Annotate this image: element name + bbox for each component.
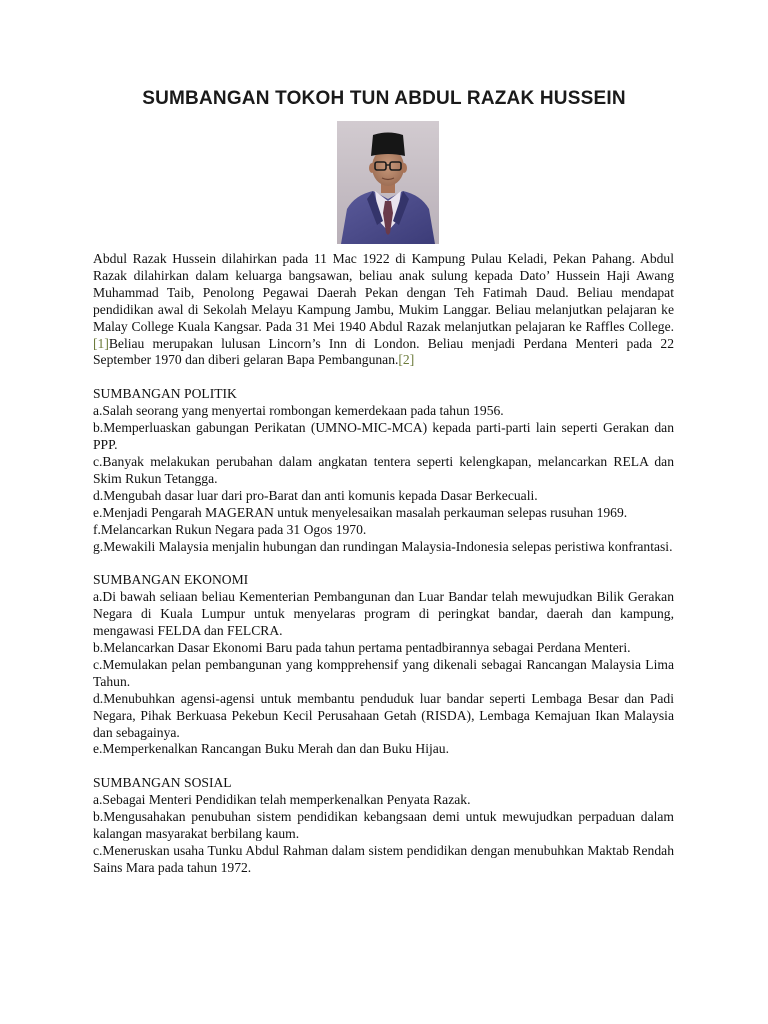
reference-link-1[interactable]: [1] (93, 335, 109, 351)
portrait-photo (337, 121, 439, 244)
list-item: e.Memperkenalkan Rancangan Buku Merah dan dan Buku Hijau. (93, 741, 449, 757)
list-item: c.Meneruskan usaha Tunku Abdul Rahman dalam sistem pendidikan dengan menubuhkan Maktab Rendah Sains Mara pada tahun 1972. (93, 843, 674, 875)
list-item: b.Memperluaskan gabungan Perikatan (UMNO-MIC-MCA) kepada parti-parti lain seperti Gerakan dan PPP. (93, 420, 674, 453)
intro-text-part1: Abdul Razak Hussein dilahirkan pada 11 Mac 1922 di Kampung Pulau Keladi, Pekan Pahang. Abdul Razak dilahirkan dalam keluarga bangsawan, beliau anak sulung kepada Dato’ Hussein Haji Awang Muhammad Taib, Penolong Pegawai Daerah Pekan dengan Teh Fatimah Daud. Beliau mendapat pendidikan awal di Sekolah Melayu Kampung Jambu, Mukim Langgar. Beliau melanjutkan pelajaran ke Malay College Kuala Kangsar. Pada 31 Mei 1940 Abdul Razak melanjutkan pelajaran ke Raffles College. (93, 251, 674, 334)
list-item: d.Mengubah dasar luar dari pro-Barat dan anti komunis kepada Dasar Berkecuali. (93, 487, 538, 503)
list-item: d.Menubuhkan agensi-agensi untuk membantu penduduk luar bandar seperti Lembaga Besar dan Padi Negara, Pihak Berkuasa Pekebun Kecil Perusahaan Getah (RISDA), Lembaga Kemajuan Ikan Malaysia dan sebagainya. (93, 690, 674, 740)
portrait-image (337, 121, 439, 244)
section-ekonomi (93, 572, 674, 758)
intro-text-part2: Beliau merupakan lulusan Lincorn’s Inn di London. Beliau menjadi Perdana Menteri pada 22 September 1970 dan diberi gelaran Bapa Pembangunan. (93, 335, 674, 368)
list-item: b.Mengusahakan penubuhan sistem pendidikan kebangsaan demi untuk mewujudkan perpaduan dalam kalangan masyarakat berbilang kaum. (93, 809, 674, 842)
list-item: a.Di bawah seliaan beliau Kementerian Pembangunan dan Luar Bandar telah mewujudkan Bilik Gerakan Negara di Kuala Lumpur untuk menyelaras program di peringkat bandar, daerah dan kampung, mengawasi FELDA dan FELCRA. (93, 589, 674, 639)
section-heading: SUMBANGAN SOSIAL (93, 775, 232, 791)
document-body (93, 251, 674, 877)
list-item: a.Sebagai Menteri Pendidikan telah memperkenalkan Penyata Razak. (93, 792, 471, 808)
section-sosial (93, 775, 674, 876)
list-item: c.Banyak melakukan perubahan dalam angkatan tentera seperti kelengkapan, melancarkan RELA dan Skim Rukun Tetangga. (93, 453, 674, 486)
page-title: SUMBANGAN TOKOH TUN ABDUL RAZAK HUSSEIN (142, 88, 626, 109)
intro-paragraph (93, 251, 674, 369)
section-heading: SUMBANGAN POLITIK (93, 386, 237, 402)
list-item: f.Melancarkan Rukun Negara pada 31 Ogos 1970. (93, 521, 367, 537)
list-item: c.Memulakan pelan pembangunan yang kompprehensif yang dikenali sebagai Rancangan Malaysia Lima Tahun. (93, 656, 674, 689)
list-item: b.Melancarkan Dasar Ekonomi Baru pada tahun pertama pentadbirannya sebagai Perdana Menteri. (93, 640, 631, 656)
list-item: e.Menjadi Pengarah MAGERAN untuk menyelesaikan masalah perkauman selepas rusuhan 1969. (93, 504, 628, 520)
section-heading: SUMBANGAN EKONOMI (93, 572, 249, 588)
list-item: g.Mewakili Malaysia menjalin hubungan dan rundingan Malaysia-Indonesia selepas peristiwa konfrantasi. (93, 538, 673, 554)
list-item: a.Salah seorang yang menyertai rombongan kemerdekaan pada tahun 1956. (93, 403, 504, 419)
section-politik (93, 386, 674, 555)
reference-link-2[interactable]: [2] (398, 352, 415, 368)
